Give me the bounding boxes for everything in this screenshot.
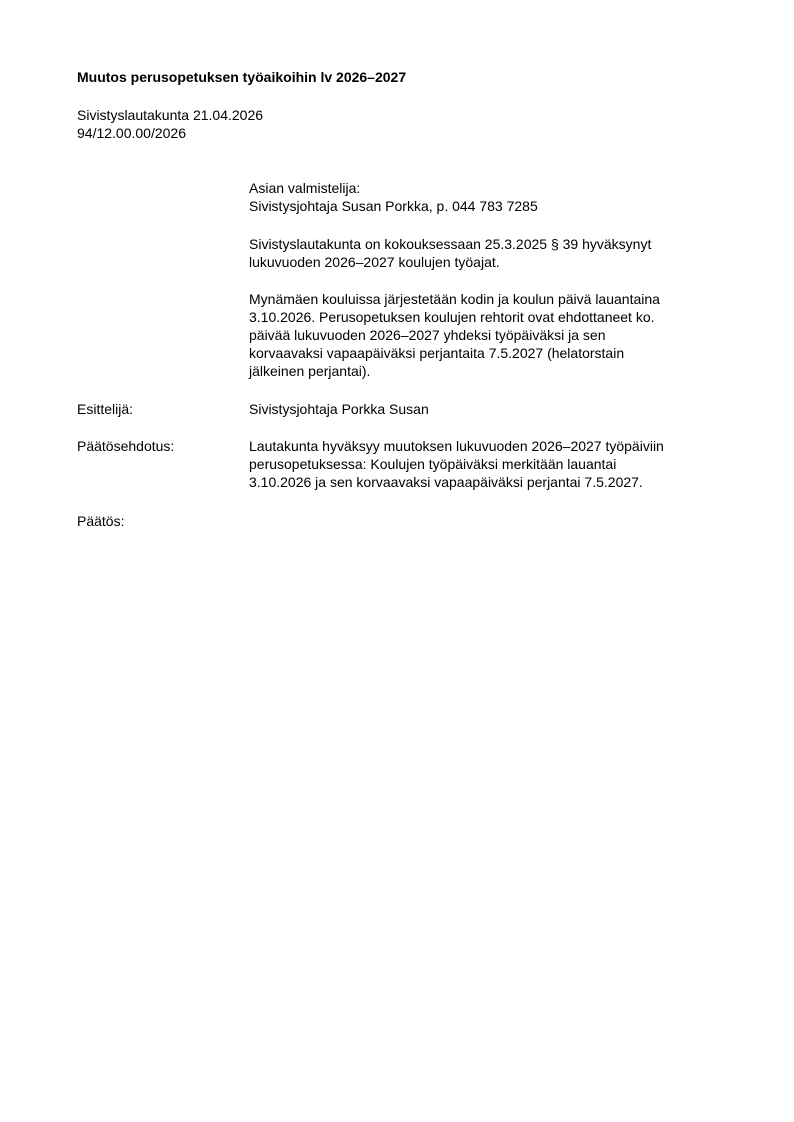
decision-label: Päätös: — [77, 513, 125, 529]
proposal-label: Päätösehdotus: — [77, 438, 175, 454]
paragraph-line: korvaavaksi vapaapäiväksi perjantaita 7.5.2027 (helatorstain — [249, 345, 625, 361]
presenter-label: Esittelijä: — [77, 401, 134, 417]
proposal-line: perusopetuksessa: Koulujen työpäiväksi merkitään lauantai — [249, 456, 617, 472]
preparer-name: Sivistysjohtaja Susan Porkka, p. 044 783 7285 — [249, 198, 538, 214]
board-date: Sivistyslautakunta 21.04.2026 — [77, 107, 264, 123]
reference-number: 94/12.00.00/2026 — [77, 125, 186, 141]
paragraph-line: 3.10.2026. Perusopetuksen koulujen rehtorit ovat ehdottaneet ko. — [249, 309, 655, 325]
paragraph-line: lukuvuoden 2026–2027 koulujen työajat. — [249, 254, 500, 270]
document-meta — [77, 106, 477, 142]
paragraph-line: päivää lukuvuoden 2026–2027 yhdeksi työpäiväksi ja sen — [249, 327, 606, 343]
paragraph-line: jälkeinen perjantai). — [249, 363, 371, 379]
paragraph-line: Sivistyslautakunta on kokouksessaan 25.3.2025 § 39 hyväksynyt — [249, 236, 652, 252]
paragraph-details — [249, 290, 729, 380]
proposal-line: Lautakunta hyväksyy muutoksen lukuvuoden 2026–2027 työpäiviin — [249, 438, 664, 454]
preparer-heading: Asian valmistelija: — [249, 180, 361, 196]
document-title: Muutos perusopetuksen työaikoihin lv 2026–2027 — [77, 69, 407, 85]
paragraph-line: Mynämäen kouluissa järjestetään kodin ja koulun päivä lauantaina — [249, 291, 660, 307]
proposal-text — [249, 437, 729, 491]
paragraph-background — [249, 235, 729, 271]
presenter-value: Sivistysjohtaja Porkka Susan — [249, 401, 429, 417]
preparer-section — [249, 179, 729, 215]
proposal-line: 3.10.2026 ja sen korvaavaksi vapaapäiväksi perjantai 7.5.2027. — [249, 474, 643, 490]
